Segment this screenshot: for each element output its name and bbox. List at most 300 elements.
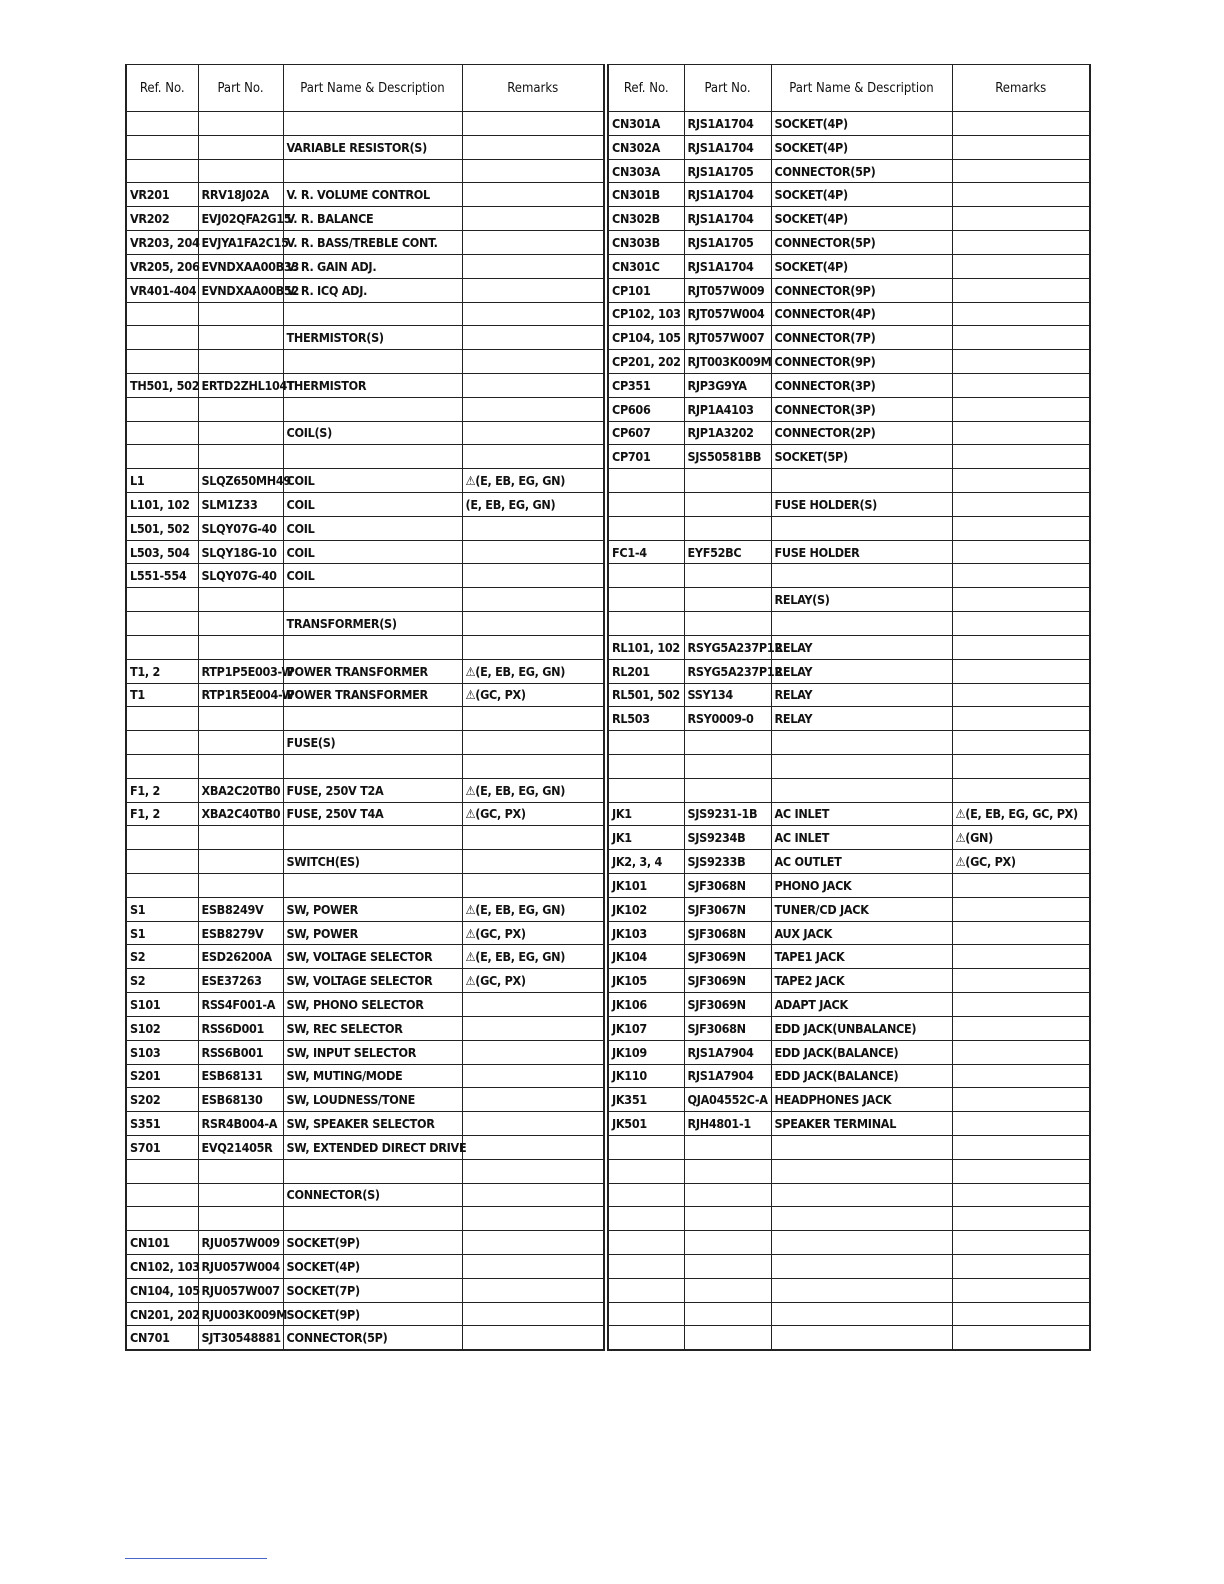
remarks-cell	[462, 1159, 604, 1183]
part-no-cell	[198, 1207, 283, 1231]
remarks-cell	[952, 921, 1090, 945]
part-name-cell: TUNER/CD JACK	[771, 897, 952, 921]
part-name-cell: CONNECTOR(S)	[283, 1183, 462, 1207]
table-row	[126, 1207, 604, 1231]
part-name-cell	[283, 350, 462, 374]
part-name-cell: EDD JACK(BALANCE)	[771, 1064, 952, 1088]
part-no-cell: RJP1A3202	[684, 421, 771, 445]
table-row	[608, 373, 1090, 397]
remarks-cell	[952, 1040, 1090, 1064]
part-no-cell	[198, 135, 283, 159]
table-row	[608, 469, 1090, 493]
table-row	[126, 1088, 604, 1112]
table-row	[126, 969, 604, 993]
part-no-cell: RSS6D001	[198, 1016, 283, 1040]
remarks-cell	[462, 1040, 604, 1064]
part-no-cell: RSYG5A237P12	[684, 635, 771, 659]
part-no-cell: RJS1A1704	[684, 254, 771, 278]
part-name-cell	[771, 1278, 952, 1302]
ref-no-cell	[126, 754, 198, 778]
ref-no-cell: JK351	[608, 1088, 684, 1112]
ref-no-cell: RL201	[608, 659, 684, 683]
table-row	[126, 493, 604, 517]
table-row	[608, 921, 1090, 945]
ref-no-cell: JK1	[608, 826, 684, 850]
part-name-cell: RELAY	[771, 635, 952, 659]
parts-table-left	[125, 64, 605, 1351]
remarks-cell	[462, 1302, 604, 1326]
part-name-cell: COIL	[283, 493, 462, 517]
table-row	[126, 1112, 604, 1136]
remarks-cell	[952, 1302, 1090, 1326]
part-name-cell	[771, 1135, 952, 1159]
table-row	[126, 207, 604, 231]
table-row	[608, 993, 1090, 1017]
ref-no-cell	[126, 135, 198, 159]
remarks-cell	[462, 278, 604, 302]
part-no-cell	[684, 778, 771, 802]
ref-no-cell: CP201, 202	[608, 350, 684, 374]
ref-no-cell: L503, 504	[126, 540, 198, 564]
part-name-cell	[283, 1159, 462, 1183]
part-name-cell: RELAY	[771, 659, 952, 683]
remarks-cell: ⚠(E, EB, EG, GN)	[462, 778, 604, 802]
ref-no-cell	[608, 612, 684, 636]
ref-no-cell	[126, 397, 198, 421]
header-remarks: Remarks	[462, 65, 604, 112]
ref-no-cell: S1	[126, 897, 198, 921]
part-no-cell: RJU003K009M	[198, 1302, 283, 1326]
table-row	[126, 635, 604, 659]
table-row	[608, 183, 1090, 207]
part-name-cell: EDD JACK(BALANCE)	[771, 1040, 952, 1064]
part-no-cell: SJS50581BB	[684, 445, 771, 469]
part-name-cell: CONNECTOR(3P)	[771, 397, 952, 421]
part-name-cell: SOCKET(4P)	[771, 112, 952, 136]
table-row	[608, 1278, 1090, 1302]
part-no-cell: RJS1A1704	[684, 207, 771, 231]
table-row	[126, 421, 604, 445]
remarks-cell	[462, 135, 604, 159]
part-no-cell	[684, 1302, 771, 1326]
right-table-body	[608, 112, 1090, 1351]
table-row	[608, 421, 1090, 445]
part-name-cell: CONNECTOR(5P)	[771, 231, 952, 255]
ref-no-cell	[126, 635, 198, 659]
table-row	[608, 159, 1090, 183]
ref-no-cell	[126, 707, 198, 731]
ref-no-cell	[126, 850, 198, 874]
part-no-cell: RJS1A1704	[684, 183, 771, 207]
remarks-cell	[462, 564, 604, 588]
remarks-cell	[462, 1088, 604, 1112]
part-no-cell: SJF3069N	[684, 993, 771, 1017]
remarks-cell	[462, 540, 604, 564]
ref-no-cell: VR401-404	[126, 278, 198, 302]
part-name-cell	[283, 1207, 462, 1231]
part-name-cell: SWITCH(ES)	[283, 850, 462, 874]
part-no-cell: RJS1A1705	[684, 159, 771, 183]
table-row	[608, 1302, 1090, 1326]
remarks-cell	[462, 516, 604, 540]
ref-no-cell	[608, 778, 684, 802]
ref-no-cell	[126, 1207, 198, 1231]
part-no-cell: RJT057W009	[684, 278, 771, 302]
remarks-cell	[952, 1016, 1090, 1040]
part-no-cell: RTP1R5E004-W	[198, 683, 283, 707]
part-no-cell	[198, 1159, 283, 1183]
remarks-cell	[952, 897, 1090, 921]
part-name-cell: TAPE1 JACK	[771, 945, 952, 969]
part-no-cell: RJH4801-1	[684, 1112, 771, 1136]
part-name-cell	[283, 826, 462, 850]
remarks-cell	[952, 1207, 1090, 1231]
remarks-cell	[952, 1255, 1090, 1279]
remarks-cell	[462, 350, 604, 374]
part-name-cell: SPEAKER TERMINAL	[771, 1112, 952, 1136]
part-name-cell	[771, 1183, 952, 1207]
remarks-cell	[952, 612, 1090, 636]
table-row	[126, 135, 604, 159]
part-name-cell: SW, EXTENDED DIRECT DRIVE	[283, 1135, 462, 1159]
part-name-cell: AUX JACK	[771, 921, 952, 945]
remarks-cell	[952, 350, 1090, 374]
part-name-cell: SW, REC SELECTOR	[283, 1016, 462, 1040]
table-row	[126, 350, 604, 374]
part-no-cell: SLQY18G-10	[198, 540, 283, 564]
header-part-name: Part Name & Description	[771, 65, 952, 112]
part-name-cell: RELAY(S)	[771, 588, 952, 612]
part-no-cell: ESB8249V	[198, 897, 283, 921]
part-no-cell	[198, 850, 283, 874]
ref-no-cell	[126, 1183, 198, 1207]
part-no-cell	[684, 1278, 771, 1302]
ref-no-cell: S2	[126, 945, 198, 969]
table-row	[126, 183, 604, 207]
remarks-cell	[952, 1088, 1090, 1112]
remarks-cell	[952, 540, 1090, 564]
part-no-cell: SLQZ650MH49	[198, 469, 283, 493]
header-part-name: Part Name & Description	[283, 65, 462, 112]
table-row	[126, 659, 604, 683]
part-name-cell	[283, 635, 462, 659]
part-name-cell: FUSE(S)	[283, 731, 462, 755]
remarks-cell: ⚠(E, EB, EG, GN)	[462, 659, 604, 683]
remarks-cell: ⚠(GC, PX)	[952, 850, 1090, 874]
ref-no-cell: RL501, 502	[608, 683, 684, 707]
table-row	[126, 445, 604, 469]
table-row	[608, 254, 1090, 278]
remarks-cell: ⚠(GC, PX)	[462, 921, 604, 945]
remarks-cell	[462, 731, 604, 755]
part-no-cell: RJT003K009M	[684, 350, 771, 374]
part-no-cell: RSR4B004-A	[198, 1112, 283, 1136]
part-no-cell: SJF3067N	[684, 897, 771, 921]
part-no-cell	[684, 1326, 771, 1350]
header-part-no: Part No.	[198, 65, 283, 112]
part-no-cell	[198, 350, 283, 374]
table-row	[608, 445, 1090, 469]
ref-no-cell: JK101	[608, 874, 684, 898]
part-name-cell: CONNECTOR(4P)	[771, 302, 952, 326]
part-name-cell: SOCKET(4P)	[771, 183, 952, 207]
part-name-cell: FUSE, 250V T4A	[283, 802, 462, 826]
ref-no-cell: L501, 502	[126, 516, 198, 540]
part-name-cell: POWER TRANSFORMER	[283, 683, 462, 707]
ref-no-cell: CP701	[608, 445, 684, 469]
ref-no-cell: L101, 102	[126, 493, 198, 517]
table-row	[608, 564, 1090, 588]
table-row	[608, 897, 1090, 921]
header-ref-no: Ref. No.	[608, 65, 684, 112]
ref-no-cell: JK2, 3, 4	[608, 850, 684, 874]
part-name-cell: SOCKET(4P)	[771, 135, 952, 159]
remarks-cell	[952, 754, 1090, 778]
table-row	[126, 897, 604, 921]
ref-no-cell	[608, 516, 684, 540]
ref-no-cell: VR205, 206	[126, 254, 198, 278]
ref-no-cell	[608, 731, 684, 755]
table-row	[608, 612, 1090, 636]
part-name-cell: SOCKET(9P)	[283, 1231, 462, 1255]
ref-no-cell: RL101, 102	[608, 635, 684, 659]
part-no-cell: ESB8279V	[198, 921, 283, 945]
ref-no-cell	[126, 421, 198, 445]
ref-no-cell	[126, 350, 198, 374]
ref-no-cell	[126, 112, 198, 136]
footer-rule	[125, 1558, 267, 1559]
ref-no-cell: L1	[126, 469, 198, 493]
table-row	[126, 1064, 604, 1088]
part-no-cell	[198, 302, 283, 326]
ref-no-cell: JK104	[608, 945, 684, 969]
part-no-cell: EVJYA1FA2C15	[198, 231, 283, 255]
part-name-cell: FUSE, 250V T2A	[283, 778, 462, 802]
header-remarks: Remarks	[952, 65, 1090, 112]
part-name-cell: COIL	[283, 516, 462, 540]
table-row	[126, 540, 604, 564]
part-no-cell	[198, 754, 283, 778]
part-no-cell: RSS4F001-A	[198, 993, 283, 1017]
part-no-cell: SJF3068N	[684, 1016, 771, 1040]
table-row	[608, 1159, 1090, 1183]
table-row	[608, 326, 1090, 350]
remarks-cell	[462, 635, 604, 659]
part-no-cell	[198, 588, 283, 612]
part-name-cell: SW, INPUT SELECTOR	[283, 1040, 462, 1064]
part-no-cell: RJS1A1704	[684, 112, 771, 136]
part-name-cell	[771, 731, 952, 755]
part-name-cell	[771, 564, 952, 588]
part-no-cell: SJT30548881	[198, 1326, 283, 1350]
table-row	[126, 1278, 604, 1302]
remarks-cell: ⚠(E, EB, EG, GC, PX)	[952, 802, 1090, 826]
ref-no-cell: F1, 2	[126, 802, 198, 826]
ref-no-cell: CN301B	[608, 183, 684, 207]
ref-no-cell: S701	[126, 1135, 198, 1159]
ref-no-cell: S202	[126, 1088, 198, 1112]
table-row	[126, 231, 604, 255]
part-no-cell	[684, 1207, 771, 1231]
part-name-cell: EDD JACK(UNBALANCE)	[771, 1016, 952, 1040]
table-row	[608, 350, 1090, 374]
ref-no-cell: CN102, 103	[126, 1255, 198, 1279]
table-row	[608, 1088, 1090, 1112]
part-name-cell: TRANSFORMER(S)	[283, 612, 462, 636]
table-row	[608, 659, 1090, 683]
remarks-cell	[462, 112, 604, 136]
ref-no-cell: CP102, 103	[608, 302, 684, 326]
remarks-cell	[462, 754, 604, 778]
part-name-cell: SW, LOUDNESS/TONE	[283, 1088, 462, 1112]
part-no-cell: ESD26200A	[198, 945, 283, 969]
part-no-cell	[198, 112, 283, 136]
ref-no-cell	[608, 1183, 684, 1207]
remarks-cell	[462, 1183, 604, 1207]
part-name-cell	[283, 159, 462, 183]
part-no-cell	[684, 516, 771, 540]
remarks-cell	[952, 516, 1090, 540]
table-row	[126, 612, 604, 636]
part-name-cell: THERMISTOR	[283, 373, 462, 397]
remarks-cell	[462, 612, 604, 636]
remarks-cell	[462, 1016, 604, 1040]
part-name-cell: SW, MUTING/MODE	[283, 1064, 462, 1088]
ref-no-cell: S2	[126, 969, 198, 993]
table-row	[126, 112, 604, 136]
part-name-cell: CONNECTOR(9P)	[771, 350, 952, 374]
part-no-cell	[684, 493, 771, 517]
part-name-cell: AC OUTLET	[771, 850, 952, 874]
remarks-cell	[952, 1064, 1090, 1088]
header-row	[608, 65, 1090, 112]
part-name-cell: SOCKET(9P)	[283, 1302, 462, 1326]
table-row	[608, 1016, 1090, 1040]
ref-no-cell: F1, 2	[126, 778, 198, 802]
table-row	[126, 993, 604, 1017]
ref-no-cell: S201	[126, 1064, 198, 1088]
ref-no-cell	[608, 1255, 684, 1279]
remarks-cell	[952, 135, 1090, 159]
ref-no-cell: TH501, 502	[126, 373, 198, 397]
ref-no-cell	[608, 469, 684, 493]
ref-no-cell	[608, 1326, 684, 1350]
part-name-cell: SOCKET(7P)	[283, 1278, 462, 1302]
part-name-cell: CONNECTOR(2P)	[771, 421, 952, 445]
part-no-cell: QJA04552C-A	[684, 1088, 771, 1112]
part-name-cell: V. R. BALANCE	[283, 207, 462, 231]
remarks-cell	[952, 1183, 1090, 1207]
remarks-cell: ⚠(GC, PX)	[462, 802, 604, 826]
remarks-cell	[462, 1231, 604, 1255]
remarks-cell	[462, 1255, 604, 1279]
part-name-cell: COIL	[283, 564, 462, 588]
part-no-cell: EVJ02QFA2G15	[198, 207, 283, 231]
remarks-cell	[462, 1135, 604, 1159]
ref-no-cell: JK105	[608, 969, 684, 993]
table-row	[126, 921, 604, 945]
part-name-cell	[771, 754, 952, 778]
part-no-cell: RJU057W004	[198, 1255, 283, 1279]
remarks-cell	[952, 564, 1090, 588]
part-name-cell: RELAY	[771, 707, 952, 731]
remarks-cell	[462, 588, 604, 612]
part-name-cell: FUSE HOLDER(S)	[771, 493, 952, 517]
ref-no-cell	[608, 1135, 684, 1159]
ref-no-cell: S101	[126, 993, 198, 1017]
part-no-cell	[684, 1159, 771, 1183]
table-row	[126, 683, 604, 707]
part-name-cell: SW, SPEAKER SELECTOR	[283, 1112, 462, 1136]
part-name-cell: CONNECTOR(7P)	[771, 326, 952, 350]
remarks-cell	[952, 1326, 1090, 1350]
part-name-cell	[771, 1302, 952, 1326]
part-no-cell: SJF3069N	[684, 945, 771, 969]
ref-no-cell: JK102	[608, 897, 684, 921]
part-no-cell: SJS9233B	[684, 850, 771, 874]
part-no-cell: RSY0009-0	[684, 707, 771, 731]
part-no-cell: RJS1A1704	[684, 135, 771, 159]
ref-no-cell: CN301C	[608, 254, 684, 278]
table-row	[608, 1255, 1090, 1279]
part-name-cell: COIL(S)	[283, 421, 462, 445]
ref-no-cell: JK501	[608, 1112, 684, 1136]
part-name-cell	[771, 1207, 952, 1231]
table-row	[608, 874, 1090, 898]
part-no-cell	[198, 635, 283, 659]
remarks-cell	[952, 397, 1090, 421]
table-row	[608, 969, 1090, 993]
ref-no-cell	[126, 302, 198, 326]
part-name-cell: CONNECTOR(5P)	[771, 159, 952, 183]
part-no-cell: ESE37263	[198, 969, 283, 993]
ref-no-cell: CP101	[608, 278, 684, 302]
table-row	[608, 207, 1090, 231]
remarks-cell: ⚠(GC, PX)	[462, 969, 604, 993]
ref-no-cell: JK107	[608, 1016, 684, 1040]
part-name-cell: AC INLET	[771, 802, 952, 826]
ref-no-cell: VR202	[126, 207, 198, 231]
table-row	[126, 564, 604, 588]
part-no-cell: SSY134	[684, 683, 771, 707]
part-name-cell: SW, VOLTAGE SELECTOR	[283, 945, 462, 969]
part-no-cell: EVNDXAA00B33	[198, 254, 283, 278]
ref-no-cell: S103	[126, 1040, 198, 1064]
table-row	[608, 1112, 1090, 1136]
table-row	[126, 1016, 604, 1040]
part-no-cell	[198, 397, 283, 421]
remarks-cell	[952, 112, 1090, 136]
remarks-cell: ⚠(GC, PX)	[462, 683, 604, 707]
ref-no-cell: CN302A	[608, 135, 684, 159]
ref-no-cell	[126, 874, 198, 898]
part-no-cell: RJP1A4103	[684, 397, 771, 421]
remarks-cell	[462, 373, 604, 397]
part-no-cell: XBA2C20TB0	[198, 778, 283, 802]
table-row	[608, 135, 1090, 159]
part-no-cell	[198, 612, 283, 636]
part-no-cell	[684, 754, 771, 778]
part-no-cell	[684, 564, 771, 588]
part-no-cell: SLQY07G-40	[198, 516, 283, 540]
table-row	[126, 397, 604, 421]
ref-no-cell: JK106	[608, 993, 684, 1017]
table-row	[126, 1255, 604, 1279]
remarks-cell	[462, 1064, 604, 1088]
table-row	[608, 397, 1090, 421]
remarks-cell: ⚠(E, EB, EG, GN)	[462, 469, 604, 493]
part-name-cell	[283, 445, 462, 469]
